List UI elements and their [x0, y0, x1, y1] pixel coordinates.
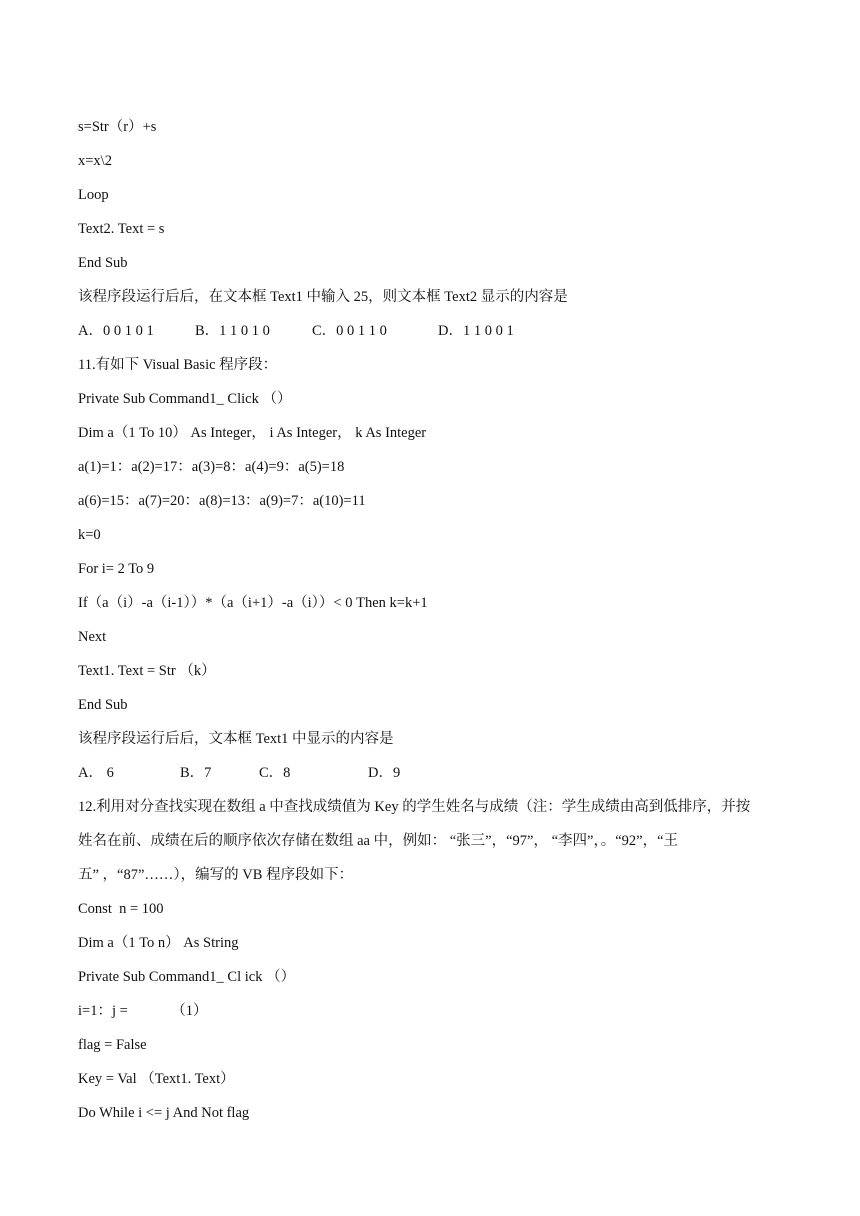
option-a: A． 6 [78, 765, 114, 781]
code-line: End Sub [78, 255, 128, 271]
option-c: C．0 0 1 1 0 [312, 323, 387, 339]
code-line: Const n = 100 [78, 901, 164, 917]
code-line: a(6)=15：a(7)=20：a(8)=13：a(9)=7：a(10)=11 [78, 493, 366, 509]
code-line: End Sub [78, 697, 128, 713]
code-line: flag = False [78, 1037, 147, 1053]
q10-options [78, 314, 788, 348]
question-12-text [78, 790, 788, 892]
option-d: D．9 [368, 765, 401, 781]
option-b: B．1 1 0 1 0 [195, 323, 270, 339]
option-c: C．8 [259, 765, 291, 781]
paragraph-line: 姓名在前、成绩在后的顺序依次存储在数组 aa 中，例如： “张三”，“97”， “李四”，。“92”，“王 [78, 833, 679, 849]
option-b: B．7 [180, 765, 212, 781]
code-line: a(1)=1：a(2)=17：a(3)=8：a(4)=9：a(5)=18 [78, 459, 345, 475]
option-d: D．1 1 0 0 1 [438, 323, 514, 339]
option-a: A．0 0 1 0 1 [78, 323, 154, 339]
code-line: s=Str（r）+s [78, 119, 157, 135]
code-line-blank: i=1：j = （1） [78, 1003, 208, 1019]
code-line: Key = Val （Text1. Text） [78, 1071, 235, 1087]
code-line: For i= 2 To 9 [78, 561, 155, 577]
code-line: Text2. Text = s [78, 221, 165, 237]
code-line: Text1. Text = Str （k） [78, 663, 216, 679]
paragraph-line: 五” ，“87”……），编写的 VB 程序段如下： [78, 867, 354, 883]
code-line: k=0 [78, 527, 101, 543]
paragraph-line: 12.利用对分查找实现在数组 a 中查找成绩值为 Key 的学生姓名与成绩（注：学生成绩由高到低排序，并按 [78, 799, 751, 815]
code-line: Private Sub Command1_ Cl ick （） [78, 969, 296, 985]
code-line: Next [78, 629, 107, 645]
code-line: x=x\2 [78, 153, 112, 169]
question-stem: 该程序段运行后后，在文本框 Text1 中输入 25，则文本框 Text2 显示的内容是 [78, 289, 568, 305]
code-line: If（a（i）-a（i-1））*（a（i+1）-a（i））< 0 Then k=k+1 [78, 595, 428, 611]
code-line: Dim a（1 To n） As String [78, 935, 239, 951]
q11-options [78, 756, 788, 790]
code-line: Dim a（1 To 10） As Integer， i As Integer， k As Integer [78, 425, 427, 441]
question-title: 11.有如下 Visual Basic 程序段： [78, 357, 278, 373]
document-page [78, 110, 788, 1130]
question-stem: 该程序段运行后后，文本框 Text1 中显示的内容是 [78, 731, 394, 747]
code-line: Do While i <= j And Not flag [78, 1105, 250, 1121]
code-line: Loop [78, 187, 109, 203]
code-line: Private Sub Command1_ Click （） [78, 391, 292, 407]
